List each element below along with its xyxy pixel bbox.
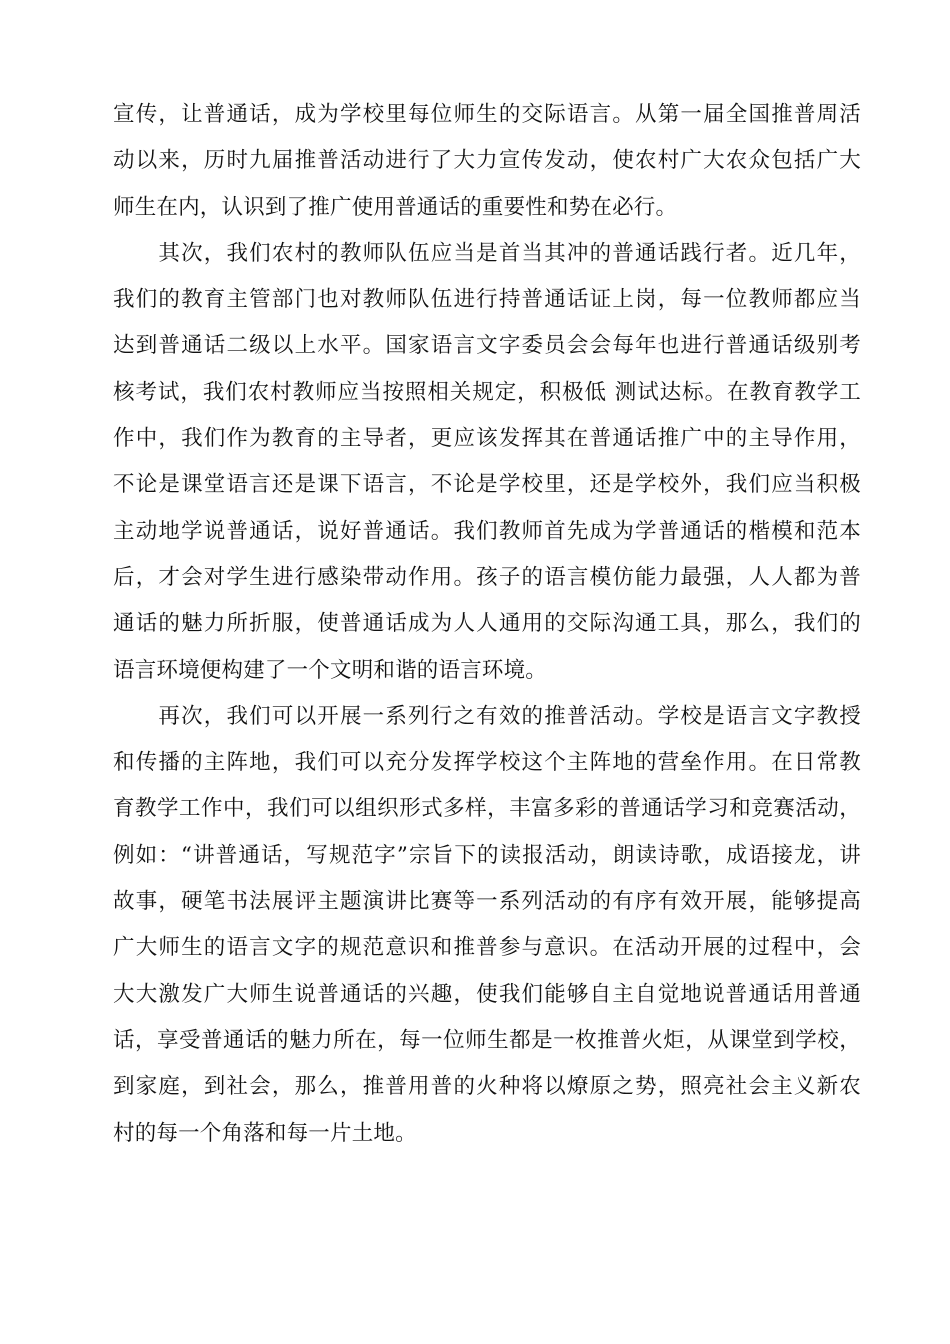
text-line: 大大激发广大师生说普通话的兴趣，使我们能够自主自觉地说普通话用普通 <box>113 981 861 1007</box>
text-line: 话，享受普通话的魅力所在，每一位师生都是一枚推普火炬，从课堂到学校， <box>113 1027 861 1053</box>
text-line: 和传播的主阵地，我们可以充分发挥学校这个主阵地的营垒作用。在日常教 <box>113 750 861 776</box>
text-line: 到家庭，到社会，那么，推普用普的火种将以燎原之势，照亮社会主义新农 <box>113 1074 861 1100</box>
text-line: 不论是课堂语言还是课下语言，不论是学校里，还是学校外，我们应当积极 <box>113 472 861 498</box>
text-line: 再次，我们可以开展一系列行之有效的推普活动。学校是语言文字教授 <box>113 703 861 729</box>
text-line: 例如：“讲普通话，写规范字”宗旨下的读报活动，朗读诗歌，成语接龙，讲 <box>113 842 861 868</box>
text-line: 故事，硬笔书法展评主题演讲比赛等一系列活动的有序有效开展，能够提高 <box>113 889 861 915</box>
text-line: 其次，我们农村的教师队伍应当是首当其冲的普通话践行者。近几年， <box>113 240 861 266</box>
text-line: 核考试，我们农村教师应当按照相关规定，积极低 测试达标。在教育教学工 <box>113 379 861 405</box>
text-line: 师生在内，认识到了推广使用普通话的重要性和势在必行。 <box>113 194 678 220</box>
text-line: 后，才会对学生进行感染带动作用。孩子的语言模仿能力最强，人人都为普 <box>113 564 861 590</box>
text-line: 广大师生的语言文字的规范意识和推普参与意识。在活动开展的过程中，会 <box>113 935 861 961</box>
text-line: 动以来，历时九届推普活动进行了大力宣传发动，使农村广大农众包括广大 <box>113 148 861 174</box>
text-line: 育教学工作中，我们可以组织形式多样，丰富多彩的普通话学习和竞赛活动， <box>113 796 861 822</box>
text-line: 达到普通话二级以上水平。国家语言文字委员会会每年也进行普通话级别考 <box>113 333 861 359</box>
text-line: 语言环境便构建了一个文明和谐的语言环境。 <box>113 657 548 683</box>
body-text <box>113 92 861 1157</box>
text-line: 我们的教育主管部门也对教师队伍进行持普通话证上岗，每一位教师都应当 <box>113 287 861 313</box>
text-line: 宣传，让普通话，成为学校里每位师生的交际语言。从第一届全国推普周活 <box>113 102 861 127</box>
text-line: 通话的魅力所折服，使普通话成为人人通用的交际沟通工具，那么，我们的 <box>113 611 861 637</box>
text-line: 村的每一个角落和每一片土地。 <box>113 1120 417 1146</box>
text-line: 作中，我们作为教育的主导者，更应该发挥其在普通话推广中的主导作用， <box>113 426 861 452</box>
text-line: 主动地学说普通话，说好普通话。我们教师首先成为学普通话的楷模和范本 <box>113 518 861 544</box>
